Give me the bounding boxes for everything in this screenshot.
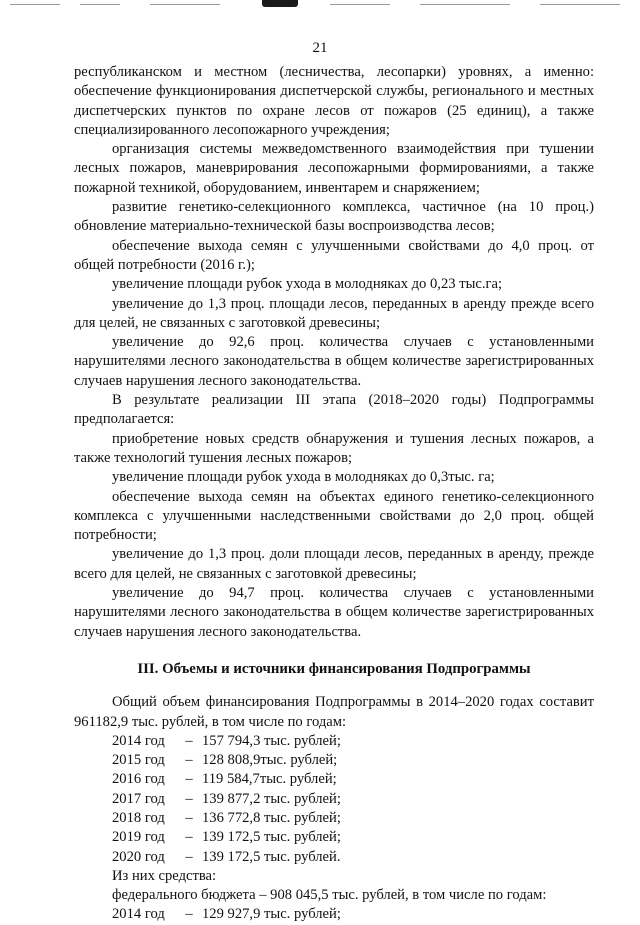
paragraph: развитие генетико-селекционного комплекса, частичное (на 10 проц.) обновление материально-технической базы воспроизводства лесов;	[74, 199, 594, 235]
year-row	[74, 732, 594, 751]
paragraph: увеличение до 94,7 проц. количества случаев с установленными нарушителями лесного законодательства в общем количестве зарегистрированных случаев нарушения лесного законодательства.	[74, 585, 594, 640]
paragraph: увеличение площади рубок ухода в молодняках до 0,3тыс. га;	[112, 469, 495, 486]
year-row	[74, 770, 594, 789]
year-value: 157 794,3 тыс. рублей;	[202, 732, 341, 749]
year-value: 136 772,8 тыс. рублей;	[202, 809, 341, 826]
year-value: 129 927,9 тыс. рублей;	[202, 906, 341, 923]
year-dash: –	[185, 848, 193, 865]
paragraph: обеспечение выхода семян на объектах единого генетико-селекционного комплекса с улучшенными наследственными свойствами до 2,0 проц. общей потребности;	[74, 488, 594, 544]
year-dash: –	[185, 752, 193, 769]
year-row	[74, 751, 594, 770]
section-heading: III. Объемы и источники финансирования Подпрограммы	[137, 660, 531, 677]
year-dash: –	[185, 771, 193, 788]
total-paragraph: Общий объем финансирования Подпрограммы в 2014–2020 годах составит 961182,9 тыс. рублей, в том числе по годам:	[74, 694, 594, 730]
paragraph: обеспечение выхода семян с улучшенными свойствами до 4,0 проц. от общей потребности (2016 г.);	[74, 237, 594, 273]
year-row	[74, 848, 594, 867]
year-dash: –	[185, 732, 193, 749]
year-row	[74, 790, 594, 809]
paragraph: организация системы межведомственного взаимодействия при тушении лесных пожаров, маневрирования лесопожарными формированиями, а также пожарной техникой, оборудованием, инвентарем и снаряжением;	[74, 141, 594, 196]
paragraph: увеличение до 1,3 проц. площади лесов, переданных в аренду прежде всего для целей, не связанных с заготовкой древесины;	[74, 295, 594, 331]
year-dash: –	[185, 790, 193, 807]
scan-artifact	[0, 0, 640, 14]
years-total-list	[74, 732, 594, 867]
year-value: 139 172,5 тыс. рублей;	[202, 829, 341, 846]
scan-mark	[10, 4, 60, 5]
document-body	[74, 63, 594, 925]
year-dash: –	[185, 906, 193, 923]
federal-budget-line: федерального бюджета – 908 045,5 тыс. рублей, в том числе по годам:	[112, 887, 547, 904]
paragraph: приобретение новых средств обнаружения и тушения лесных пожаров, а также технологий тушения лесных пожаров;	[74, 430, 594, 466]
paragraph: В результате реализации III этапа (2018–2020 годы) Подпрограммы предполагается:	[74, 392, 594, 428]
scan-mark	[330, 4, 390, 5]
year-value: 139 877,2 тыс. рублей;	[202, 790, 341, 807]
year-value: 139 172,5 тыс. рублей.	[202, 848, 341, 865]
sources-label: Из них средства:	[112, 867, 217, 884]
year-label: 2017 год	[112, 790, 165, 807]
year-row	[74, 828, 594, 847]
scan-blot	[262, 0, 298, 7]
year-label: 2016 год	[112, 771, 165, 788]
year-label: 2014 год	[112, 732, 165, 749]
year-value: 119 584,7тыс. рублей;	[202, 771, 337, 788]
year-label: 2014 год	[112, 906, 165, 923]
paragraph: республиканском и местном (лесничества, лесопарки) уровнях, а именно: обеспечение функционирования диспетчерской службы, регионального и местных диспетчерских пунктов по охране лесов от пожаров (25 единиц), а также специализированного лесопожарного учреждения;	[74, 64, 594, 138]
year-row	[74, 809, 594, 828]
year-label: 2018 год	[112, 809, 165, 826]
paragraph: увеличение площади рубок ухода в молодняках до 0,23 тыс.га;	[112, 276, 503, 293]
year-value: 128 808,9тыс. рублей;	[202, 752, 338, 769]
year-label: 2019 год	[112, 829, 165, 846]
paragraph: увеличение до 92,6 проц. количества случаев с установленными нарушителями лесного законодательства в общем количестве зарегистрированных случаев нарушения лесного законодательства.	[74, 334, 594, 389]
scan-mark	[540, 4, 620, 5]
year-label: 2015 год	[112, 752, 165, 769]
scan-mark	[420, 4, 510, 5]
years-federal-list	[74, 905, 594, 924]
scan-mark	[80, 4, 120, 5]
year-label: 2020 год	[112, 848, 165, 865]
paragraph: увеличение до 1,3 проц. доли площади лесов, переданных в аренду, прежде всего для целей, не связанных с заготовкой древесины;	[74, 546, 594, 582]
year-dash: –	[185, 809, 193, 826]
scan-mark	[150, 4, 220, 5]
year-row	[74, 905, 594, 924]
year-dash: –	[185, 829, 193, 846]
page-number: 21	[312, 40, 328, 56]
